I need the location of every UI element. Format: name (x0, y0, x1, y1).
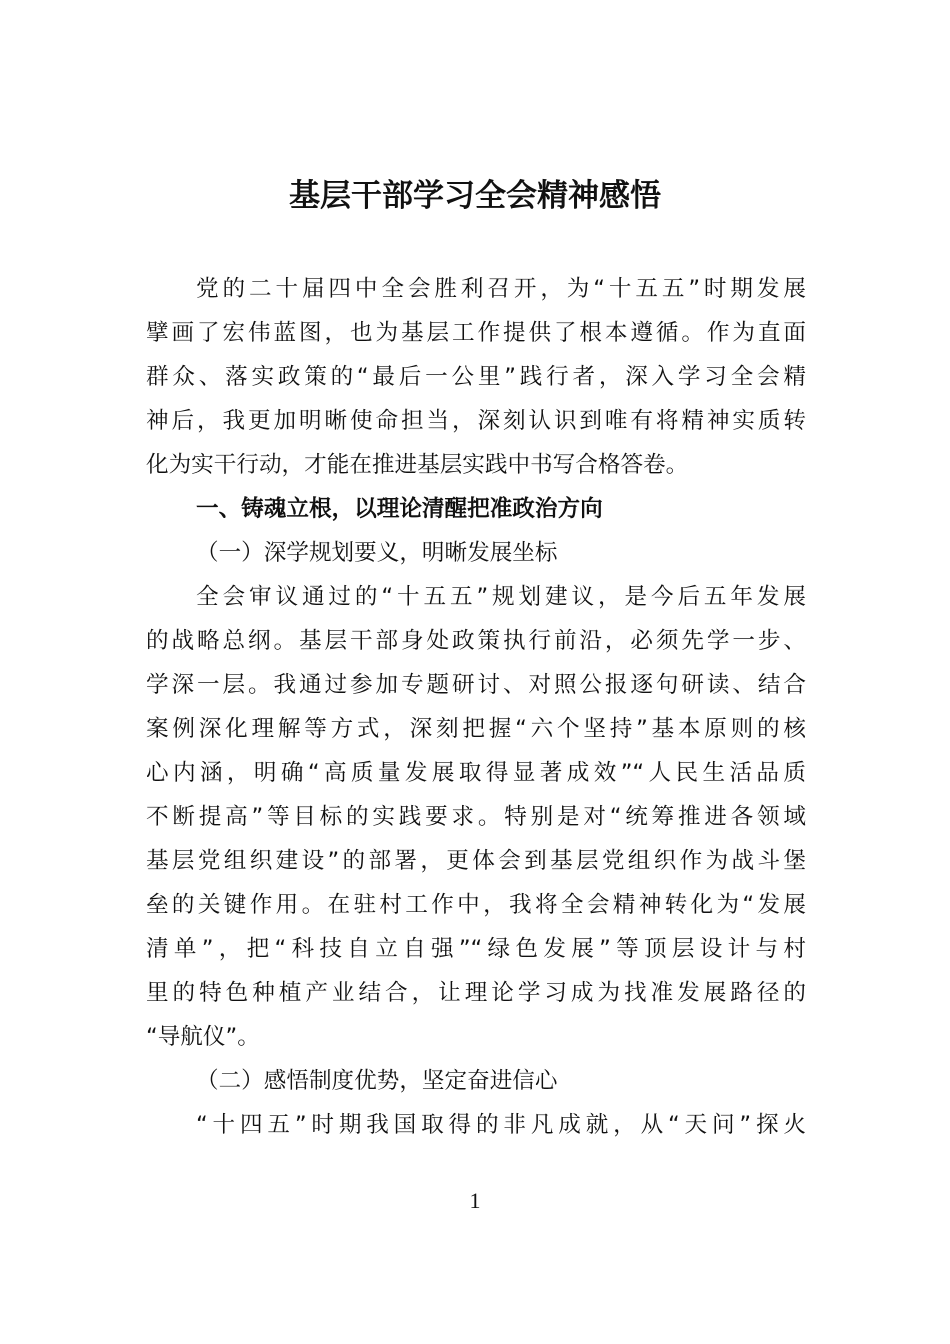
paragraph-line: 学深一层。我通过参加专题研讨、对照公报逐句研读、结合 (146, 672, 806, 698)
section-heading-1: 一、铸魂立根，以理论清醒把准政治方向 (196, 496, 603, 522)
page-number: 1 (469, 1188, 481, 1213)
paragraph-line: “导航仪”。 (146, 1024, 260, 1050)
paragraph-line: 神后，我更加明晰使命担当，深刻认识到唯有将精神实质转 (146, 408, 806, 434)
paragraph-line: 化为实干行动，才能在推进基层实践中书写合格答卷。 (146, 452, 689, 478)
paragraph-line: 全会审议通过的“十五五”规划建议，是今后五年发展 (196, 584, 806, 610)
paragraph-line: 党的二十届四中全会胜利召开，为“十五五”时期发展 (196, 276, 806, 302)
paragraph-line: 的战略总纲。基层干部身处政策执行前沿，必须先学一步、 (146, 628, 806, 654)
paragraph-line: 心内涵，明确“高质量发展取得显著成效”“人民生活品质 (146, 760, 806, 786)
subsection-heading-1: （一）深学规划要义，明晰发展坐标 (196, 540, 558, 566)
document-title: 基层干部学习全会精神感悟 (289, 178, 661, 214)
paragraph-line: 擘画了宏伟蓝图，也为基层工作提供了根本遵循。作为直面 (146, 320, 806, 346)
paragraph-line: 案例深化理解等方式，深刻把握“六个坚持”基本原则的核 (146, 716, 806, 742)
paragraph-line: 里的特色种植产业结合，让理论学习成为找准发展路径的 (146, 980, 806, 1006)
paragraph-line: 群众、落实政策的“最后一公里”践行者，深入学习全会精 (146, 364, 806, 390)
paragraph-line: 不断提高”等目标的实践要求。特别是对“统筹推进各领域 (146, 804, 806, 830)
paragraph-line: 基层党组织建设”的部署，更体会到基层党组织作为战斗堡 (146, 848, 806, 874)
paragraph-line: 垒的关键作用。在驻村工作中，我将全会精神转化为“发展 (146, 892, 806, 918)
paragraph-line: 清单”，把“科技自立自强”“绿色发展”等顶层设计与村 (146, 936, 806, 962)
subsection-heading-2: （二）感悟制度优势，坚定奋进信心 (196, 1068, 558, 1094)
paragraph-line: “十四五”时期我国取得的非凡成就，从“天问”探火 (196, 1112, 806, 1138)
